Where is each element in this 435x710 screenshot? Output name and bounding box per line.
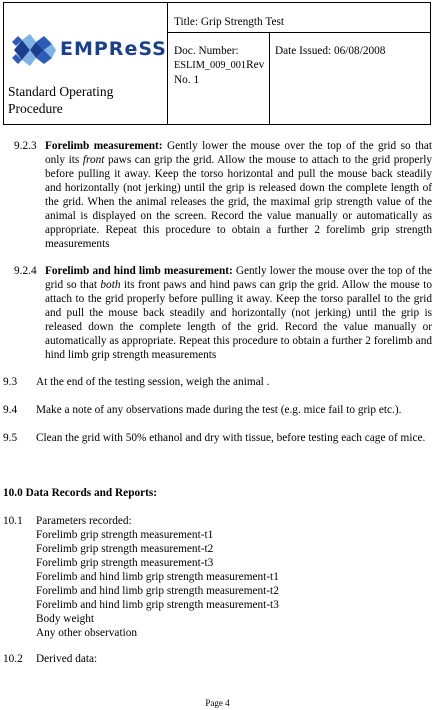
section-number: 10.2 xyxy=(3,653,23,665)
section-number: 9.2.4 xyxy=(14,265,37,277)
empress-logo xyxy=(10,30,167,72)
logo-mosaic-icon xyxy=(10,30,58,70)
section-9-3-text: At the end of the testing session, weigh the animal . xyxy=(36,376,270,388)
section-9-2-4-text: Forelimb and hind limb measurement: Gently lower the mouse over the top of the grid so that both its front paws and hind paws can grip the grid. Allow the mouse to attach to the grid properly before pulling it away. Keep the torso parallel to the grid and pull the mouse back steadily and horizontally (not jerking) until the grip is released down the complete length of the grid. Record the value manually or automatically as appropriate. Repeat this procedure to obtain a further 2 forelimb and hind limb grip strength measurements xyxy=(45,265,433,361)
doc-number: Doc. Number: ESLIM_009_001Rev No. 1 xyxy=(174,45,265,86)
section-9-5-text: Clean the grid with 50% ethanol and dry with tissue, before testing each cage of mice. xyxy=(36,432,426,444)
parameters-list xyxy=(36,528,279,640)
date-issued: Date Issued: 06/08/2008 xyxy=(275,45,386,57)
list-item: Forelimb grip strength measurement-t2 xyxy=(36,543,214,555)
page-number: Page 4 xyxy=(205,698,230,708)
section-9-2-3-text: Forelimb measurement: Gently lower the mouse over the top of the grid so that only its front paws can grip the grid. Allow the mouse to attach to the grid properly before pulling it away. Keep the torso horizontal and pull the mouse back steadily and horizontally (not jerking) until the grip is released down the complete length of the grid. When the animal releases the grid, the maximal grip strength value of the animal is displayed on the screen. Record the value manually or automatically as appropriate. Repeat this procedure to obtain a further 2 forelimb grip strength measurements xyxy=(45,140,433,250)
section-number: 9.4 xyxy=(3,404,18,416)
section-10-heading: 10.0 Data Records and Reports: xyxy=(3,487,158,499)
document-header xyxy=(3,2,431,125)
list-item: Forelimb and hind limb grip strength measurement-t3 xyxy=(36,599,279,611)
list-item: Body weight xyxy=(36,613,95,625)
sop-label: Standard Operating Procedure xyxy=(8,84,114,116)
section-heading: Forelimb and hind limb measurement: xyxy=(45,265,233,277)
list-item: Forelimb grip strength measurement-t3 xyxy=(36,557,214,569)
doc-title: Title: Grip Strength Test xyxy=(174,16,284,28)
logo-wordmark: EMPReSS xyxy=(60,38,167,60)
section-number: 10.1 xyxy=(3,515,23,527)
section-heading: Forelimb measurement: xyxy=(45,140,163,152)
section-number: 9.3 xyxy=(3,376,18,388)
section-number: 9.2.3 xyxy=(14,140,37,152)
parameters-label: Parameters recorded: xyxy=(36,515,132,527)
list-item: Forelimb and hind limb grip strength measurement-t2 xyxy=(36,585,279,597)
section-9-4-text: Make a note of any observations made during the test (e.g. mice fail to grip etc.). xyxy=(36,404,402,416)
list-item: Forelimb grip strength measurement-t1 xyxy=(36,529,214,541)
list-item: Forelimb and hind limb grip strength measurement-t1 xyxy=(36,571,279,583)
section-number: 9.5 xyxy=(3,432,18,444)
list-item: Any other observation xyxy=(36,627,138,639)
derived-data-label: Derived data: xyxy=(36,653,98,665)
